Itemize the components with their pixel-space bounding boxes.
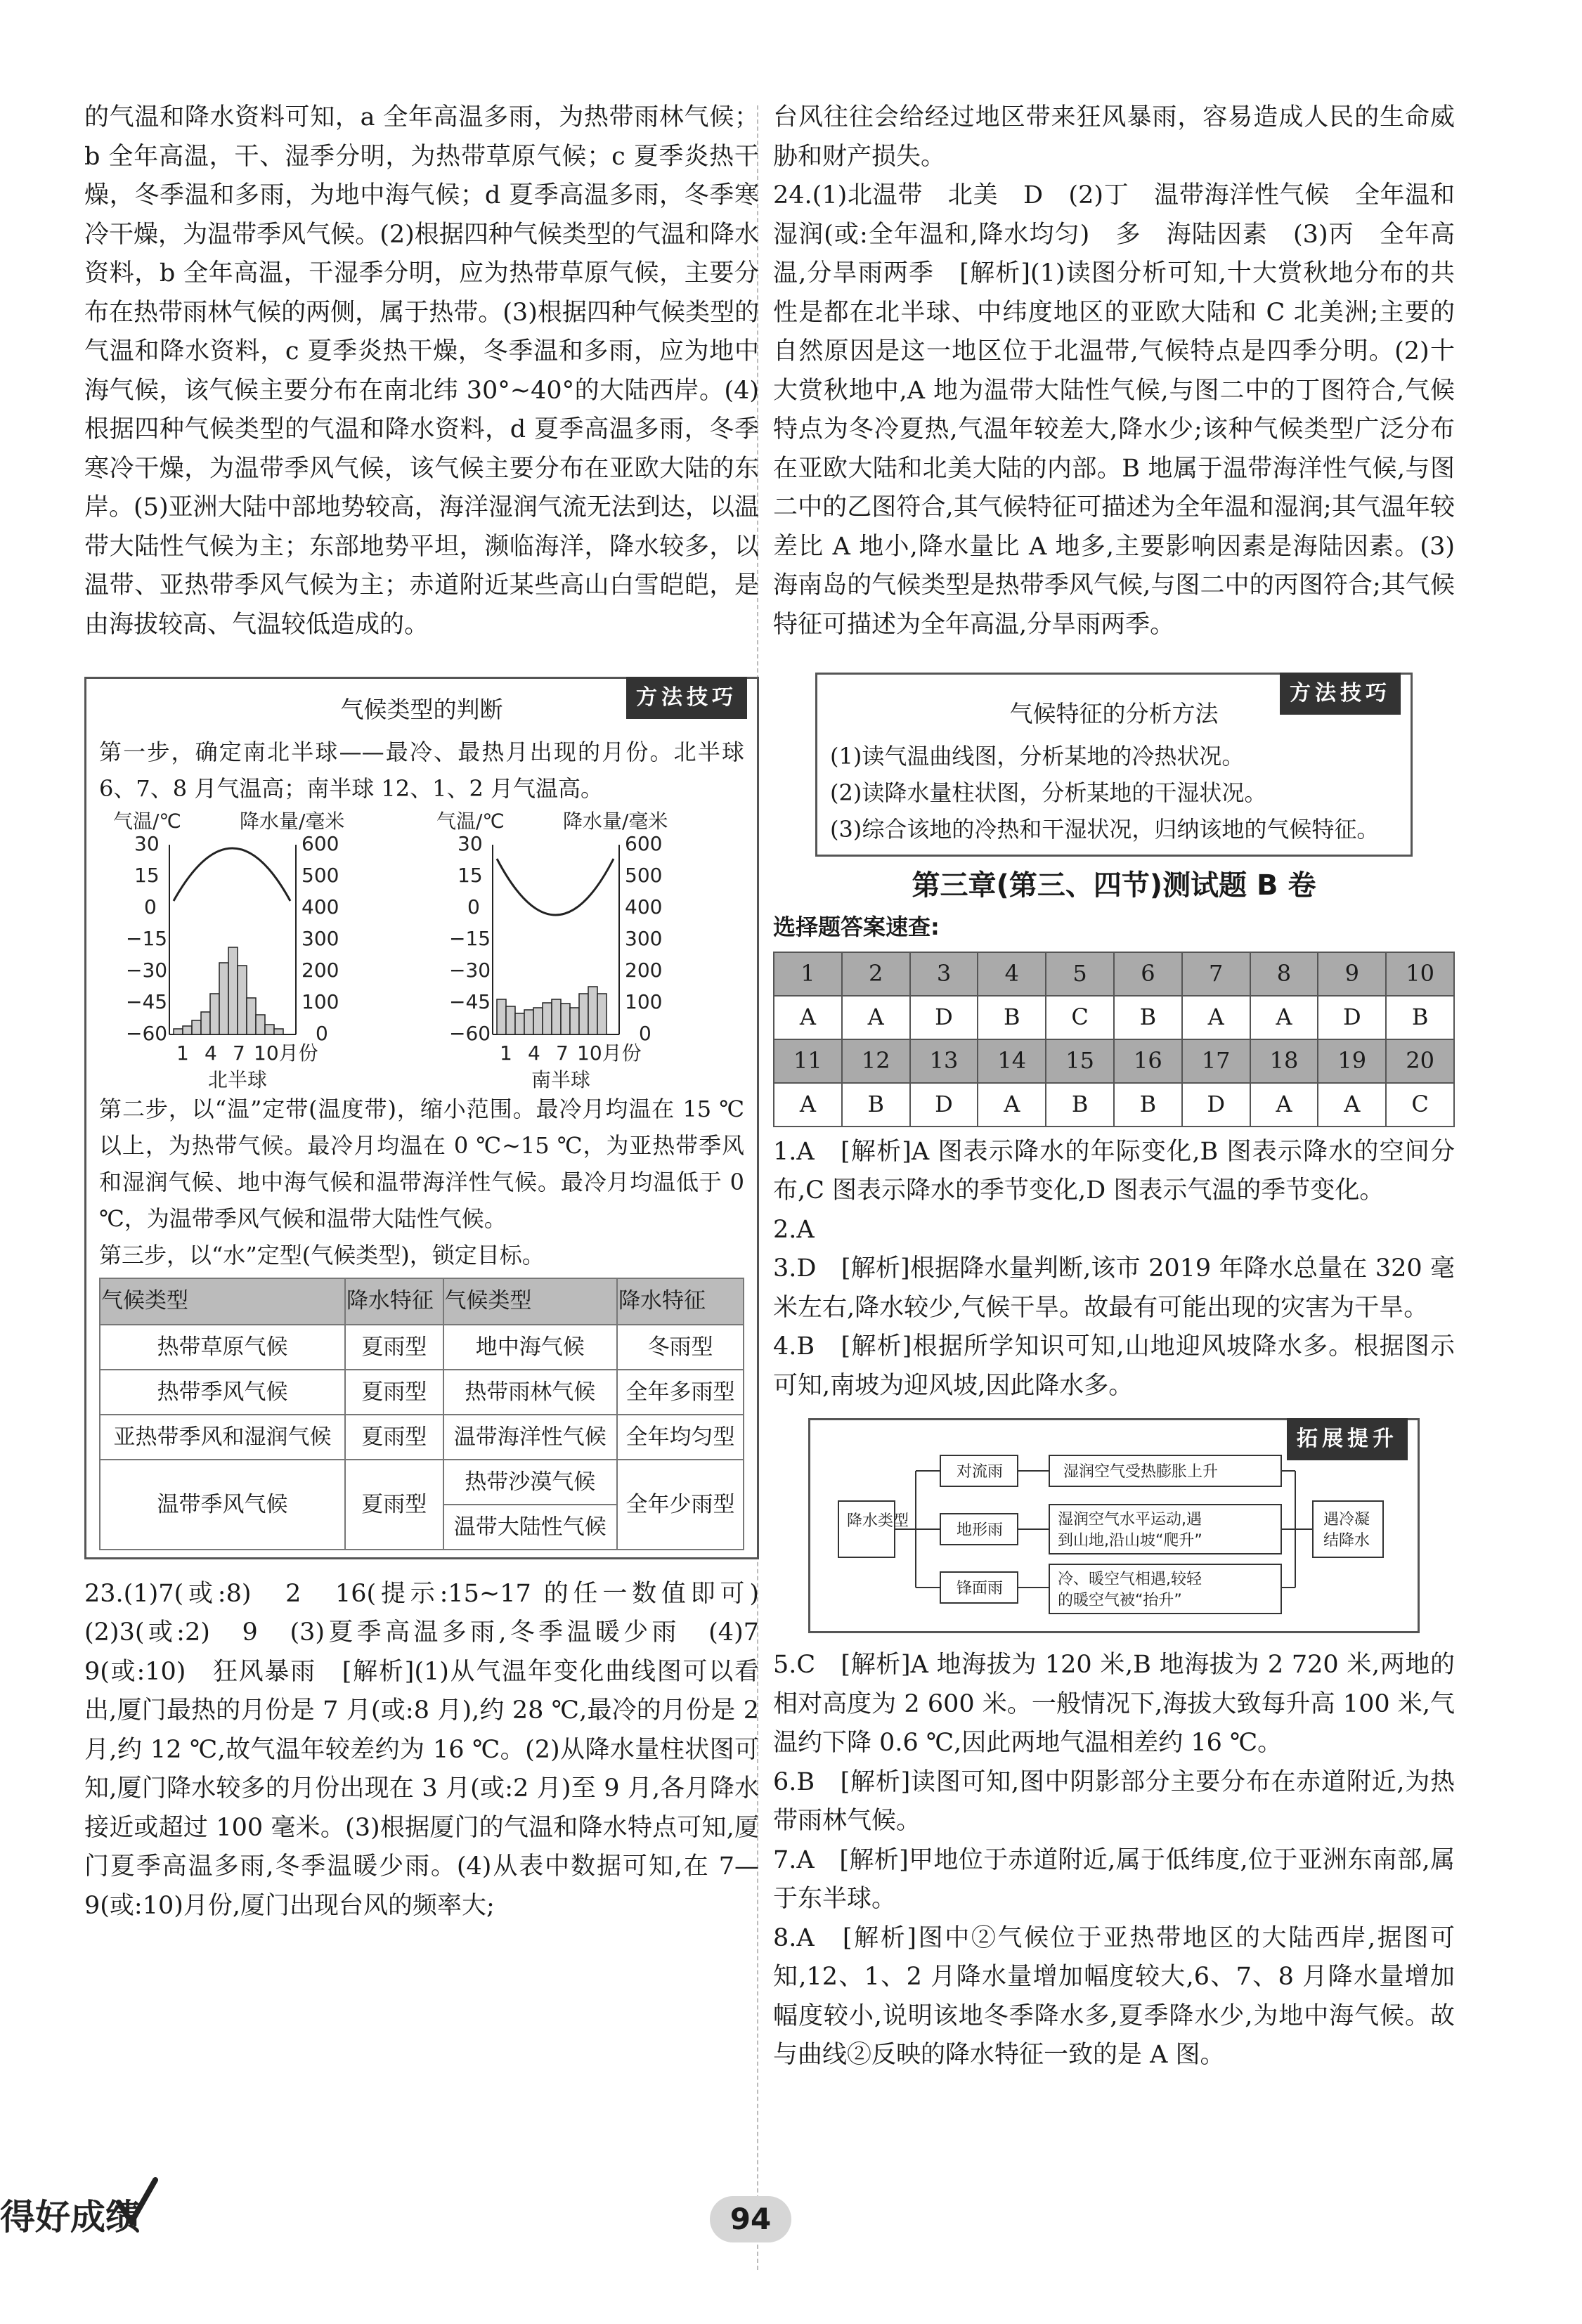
- type-orographic: 地形雨: [957, 1521, 1004, 1539]
- table-row: 11 12 13 14 15 16 17 18 19 20: [774, 1039, 1454, 1083]
- step-three: 第三步，以“水”定型(气候类型)，锁定目标。: [99, 1241, 545, 1268]
- south-label: 南半球: [531, 1067, 591, 1091]
- temp-ticks: [126, 832, 167, 1045]
- svg-text:600: 600: [625, 831, 663, 855]
- answer-24: 24.(1)北温带 北美 D (2)丁 温带海洋性气候 全年温和湿润(或:全年温和,降水均匀) 多 海陆因素 (3)丙 全年高温,分旱雨两季 [解析](1)读图分析可知,十大赏秋地分布的共性是都在北半球、中纬度地区的亚欧大陆和 C 北美洲;主要的自然原因是这一地区位于北温带,气候特点是四季分明。(2)十大赏秋地中,A 地为温带大陆性气候,与图二中的丁图符合,气候特点为冬冷夏热,气温年较差大,降水少;该种气候类型广泛分布在亚欧大陆和北美大陆的内部。B 地属于温带海洋性气候,与图二中的乙图符合,其气候特征可描述为全年温和湿润;其气温年较差比 A 地小,降水量比 A 地多,主要影响因素是海陆因素。(3)海南岛的气候类型是热带季风气候,与图二中的丙图符合;其气候特征可描述为全年高温,分旱雨两季。: [773, 181, 1455, 639]
- svg-text:−30: −30: [126, 958, 168, 982]
- svg-text:15: 15: [458, 863, 483, 887]
- svg-text:0: 0: [144, 895, 157, 918]
- svg-text:7: 7: [233, 1041, 245, 1065]
- right-column: [773, 98, 1455, 2075]
- temperature-curve: [174, 848, 290, 901]
- item-8: 8.A [解析]图中②气候位于亚热带地区的大陆西岸,据图可知,12、1、2 月降水量增加幅度较大,6、7、8 月降水量增加幅度较小,说明该地冬季降水多,夏季降水少,为地中海气候。故与曲线②反映的降水特征一致的是 A 图。: [773, 1923, 1455, 2069]
- svg-text:15: 15: [134, 863, 160, 887]
- svg-text:300: 300: [625, 926, 663, 950]
- hemisphere-charts: [106, 810, 744, 1091]
- table-row: 1 2 3 4 5 6 7 8 9 10: [774, 952, 1454, 996]
- svg-text:100: 100: [625, 989, 663, 1013]
- precip-axis-label: 降水量/毫米: [563, 809, 668, 833]
- table-row: 温带大陆性气候: [100, 1505, 744, 1550]
- table-row: A A D B C B A A D B: [774, 996, 1454, 1039]
- item-4: 4.B [解析]根据所学知识可知,山地迎风坡降水多。根据图示可知,南坡为迎风坡,因此降水多。: [773, 1332, 1455, 1400]
- step-two: 第二步，以“温”定带(温度带)，缩小范围。最冷月均温在 15 ℃以上，为热带气候。最冷月均温在 0 ℃~15 ℃，为亚热带季风和湿润气候、地中海气候和温带海洋性气候。最冷月均温低于 0 ℃，为温带季风气候和温带大陆性气候。: [99, 1095, 744, 1232]
- item-5: 5.C [解析]A 地海拔为 120 米,B 地海拔为 2 720 米,两地的相对高度为 2 600 米。一般情况下,海拔大致每升高 100 米,气温约下降 0.6 ℃,因此两地气温相差约 16 ℃。: [773, 1651, 1455, 1757]
- precip-axis-label: 降水量/毫米: [240, 809, 345, 833]
- climate-precip-table: 气候类型 降水特征 气候类型 降水特征 热带草原气候 夏雨型 地中海气候 冬雨型 热带季风气候 夏雨型 热带雨林气候 全年多雨型 亚热带季风和湿润气候 夏雨型 温带海洋性气候 全年均匀型 温带季风气候 夏雨型 热带沙漠气候 全年少雨型 温带大陆性气候: [99, 1278, 744, 1550]
- svg-text:1: 1: [176, 1041, 189, 1065]
- type-frontal: 锋面雨: [957, 1580, 1004, 1597]
- svg-text:400: 400: [302, 895, 339, 918]
- svg-text:10月份: 10月份: [254, 1041, 318, 1065]
- svg-text:湿润空气受热膨胀上升: 湿润空气受热膨胀上升: [1063, 1463, 1219, 1481]
- precip-ticks: [302, 832, 339, 1045]
- svg-text:30: 30: [458, 831, 483, 855]
- root-label: 降水类型: [847, 1512, 909, 1530]
- method-tag: 方法技巧: [626, 677, 747, 719]
- tip-title: 气候类型的判断: [340, 696, 503, 723]
- table-row: 热带季风气候 夏雨型 热带雨林气候 全年多雨型: [100, 1370, 744, 1415]
- table-row: 亚热带季风和湿润气候 夏雨型 温带海洋性气候 全年均匀型: [100, 1415, 744, 1460]
- svg-text:−45: −45: [126, 989, 168, 1013]
- svg-text:的暖空气被“抬升”: 的暖空气被“抬升”: [1058, 1592, 1182, 1609]
- svg-text:0: 0: [316, 1021, 328, 1045]
- table-row: A B D A B B D A A C: [774, 1083, 1454, 1127]
- answer-22-continued: 的气温和降水资料可知，a 全年高温多雨，为热带雨林气候；b 全年高温，干、湿季分明，为热带草原气候；c 夏季炎热干燥，冬季温和多雨，为地中海气候；d 夏季高温多雨，冬季寒冷干燥，为温带季风气候。(2)根据四种气候类型的气温和降水资料，b 全年高温，干湿季分明，应为热带草原气候，主要分布在热带雨林气候的两侧，属于热带。(3)根据四种气候类型的气温和降水资料，c 夏季炎热干燥，冬季温和多雨，应为地中海气候，该气候主要分布在南北纬 30°~40°的大陆西岸。(4)根据四种气候类型的气温和降水资料，d 夏季高温多雨，冬季寒冷干燥，为温带季风气候，该气候主要分布在亚欧大陆的东岸。(5)亚洲大陆中部地势较高，海洋湿润气流无法到达，以温带大陆性气候为主；东部地势平坦，濒临海洋，降水较多，以温带、亚热带季风气候为主；赤道附近某些高山白雪皑皑，是由海拔较高、气温较低造成的。: [84, 103, 759, 639]
- svg-text:500: 500: [302, 863, 339, 887]
- brand-logo-text: 得好成绩: [0, 2197, 141, 2238]
- tip-item: (3)综合该地的冷热和干湿状况，归纳该地的气候特征。: [830, 815, 1380, 843]
- precipitation-bars: [174, 947, 283, 1034]
- checkmark-icon: [116, 2177, 158, 2226]
- tip-title: 气候特征的分析方法: [1009, 700, 1219, 727]
- svg-text:200: 200: [302, 958, 339, 982]
- svg-text:−30: −30: [449, 958, 491, 982]
- item-1: 1.A [解析]A 图表示降水的年际变化,B 图表示降水的空间分布,C 图表示降水的季节变化,D 图表示气温的季节变化。: [773, 1137, 1455, 1205]
- expand-tag: 拓展提升: [1287, 1418, 1408, 1460]
- svg-text:400: 400: [625, 895, 663, 918]
- svg-text:结降水: 结降水: [1323, 1532, 1370, 1550]
- temp-axis-label: 气温/℃: [436, 809, 505, 833]
- item-2: 2.A: [773, 1215, 815, 1244]
- north-hemisphere-chart: [106, 810, 415, 1091]
- svg-text:200: 200: [625, 958, 663, 982]
- svg-text:−60: −60: [126, 1021, 168, 1045]
- temp-axis-label: 气温/℃: [113, 809, 181, 833]
- svg-text:30: 30: [134, 831, 160, 855]
- svg-text:−60: −60: [449, 1021, 491, 1045]
- svg-text:100: 100: [302, 989, 339, 1013]
- svg-text:到山地,沿山坡“爬升”: 到山地,沿山坡“爬升”: [1058, 1532, 1202, 1550]
- page-number: 94: [710, 2196, 791, 2242]
- svg-text:遇冷凝: 遇冷凝: [1323, 1511, 1370, 1528]
- tip-item: (1)读气温曲线图，分析某地的冷热状况。: [830, 742, 1245, 770]
- answer-key-table: [773, 952, 1455, 1127]
- method-tip-climate-type: [84, 677, 759, 1559]
- table-row: 温带季风气候 夏雨型 热带沙漠气候 全年少雨型: [100, 1460, 744, 1505]
- svg-text:0: 0: [467, 895, 480, 918]
- svg-text:4: 4: [205, 1041, 217, 1065]
- precipitation-bars: [497, 987, 607, 1034]
- expand-box-precip-types: [808, 1418, 1420, 1633]
- precip-ticks: [625, 832, 662, 1045]
- north-label: 北半球: [208, 1067, 268, 1091]
- svg-text:7: 7: [556, 1041, 569, 1065]
- south-hemisphere-chart: [429, 810, 739, 1091]
- svg-text:10月份: 10月份: [577, 1041, 642, 1065]
- item-7: 7.A [解析]甲地位于赤道附近,属于低纬度,位于亚洲东南部,属于东半球。: [773, 1845, 1455, 1913]
- svg-text:600: 600: [302, 831, 339, 855]
- tip-item: (2)读降水量柱状图，分析某地的干湿状况。: [830, 779, 1267, 806]
- svg-text:1: 1: [500, 1041, 512, 1065]
- answers-label: 选择题答案速查:: [773, 914, 940, 940]
- svg-text:−15: −15: [449, 926, 491, 950]
- table-row: 热带草原气候 夏雨型 地中海气候 冬雨型: [100, 1325, 744, 1370]
- method-tag: 方法技巧: [1280, 673, 1401, 715]
- item-3: 3.D [解析]根据降水量判断,该市 2019 年降水总量在 320 毫米左右,降水较少,气候干旱。故最有可能出现的灾害为干旱。: [773, 1254, 1455, 1322]
- svg-text:湿润空气水平运动,遇: 湿润空气水平运动,遇: [1058, 1511, 1202, 1528]
- item-6: 6.B [解析]读图可知,图中阴影部分主要分布在赤道附近,为热带雨林气候。: [773, 1767, 1455, 1835]
- method-tip-climate-features: [815, 673, 1413, 857]
- svg-text:300: 300: [302, 926, 339, 950]
- temp-ticks: [449, 832, 491, 1045]
- step-one: 第一步，确定南北半球——最冷、最热月出现的月份。北半球 6、7、8 月气温高；南半球 12、1、2 月气温高。: [99, 738, 744, 802]
- svg-text:−45: −45: [449, 989, 491, 1013]
- chapter-title: 第三章(第三、四节)测试题 B 卷: [912, 869, 1316, 902]
- svg-text:4: 4: [528, 1041, 540, 1065]
- answer-23: 23.(1)7(或:8) 2 16(提示:15~17 的任一数值即可) (2)3(或:2) 9 (3)夏季高温多雨,冬季温暖少雨 (4)7 9(或:10) 狂风暴雨 [解析](1)从气温年变化曲线图可以看出,厦门最热的月份是 7 月(或:8 月),约 28 ℃,最冷的月份是 2 月,约 12 ℃,故气温年较差约为 16 ℃。(2)从降水量柱状图可知,厦门降水较多的月份出现在 3 月(或:2 月)至 9 月,各月降水接近或超过 100 毫米。(3)根据厦门的气温和降水特点可知,厦门夏季高温多雨,冬季温暖少雨。(4)从表中数据可知,在 7—9(或:10)月份,厦门出现台风的频率大;: [84, 1579, 784, 1920]
- answer-23-continued: 台风往往会给经过地区带来狂风暴雨，容易造成人民的生命威胁和财产损失。: [773, 103, 1455, 171]
- svg-text:−15: −15: [126, 926, 168, 950]
- svg-text:0: 0: [639, 1021, 651, 1045]
- left-column: [84, 98, 784, 1926]
- svg-text:冷、暖空气相遇,较轻: 冷、暖空气相遇,较轻: [1058, 1571, 1202, 1588]
- temperature-curve: [497, 859, 614, 915]
- type-convection: 对流雨: [957, 1463, 1004, 1481]
- svg-text:500: 500: [625, 863, 663, 887]
